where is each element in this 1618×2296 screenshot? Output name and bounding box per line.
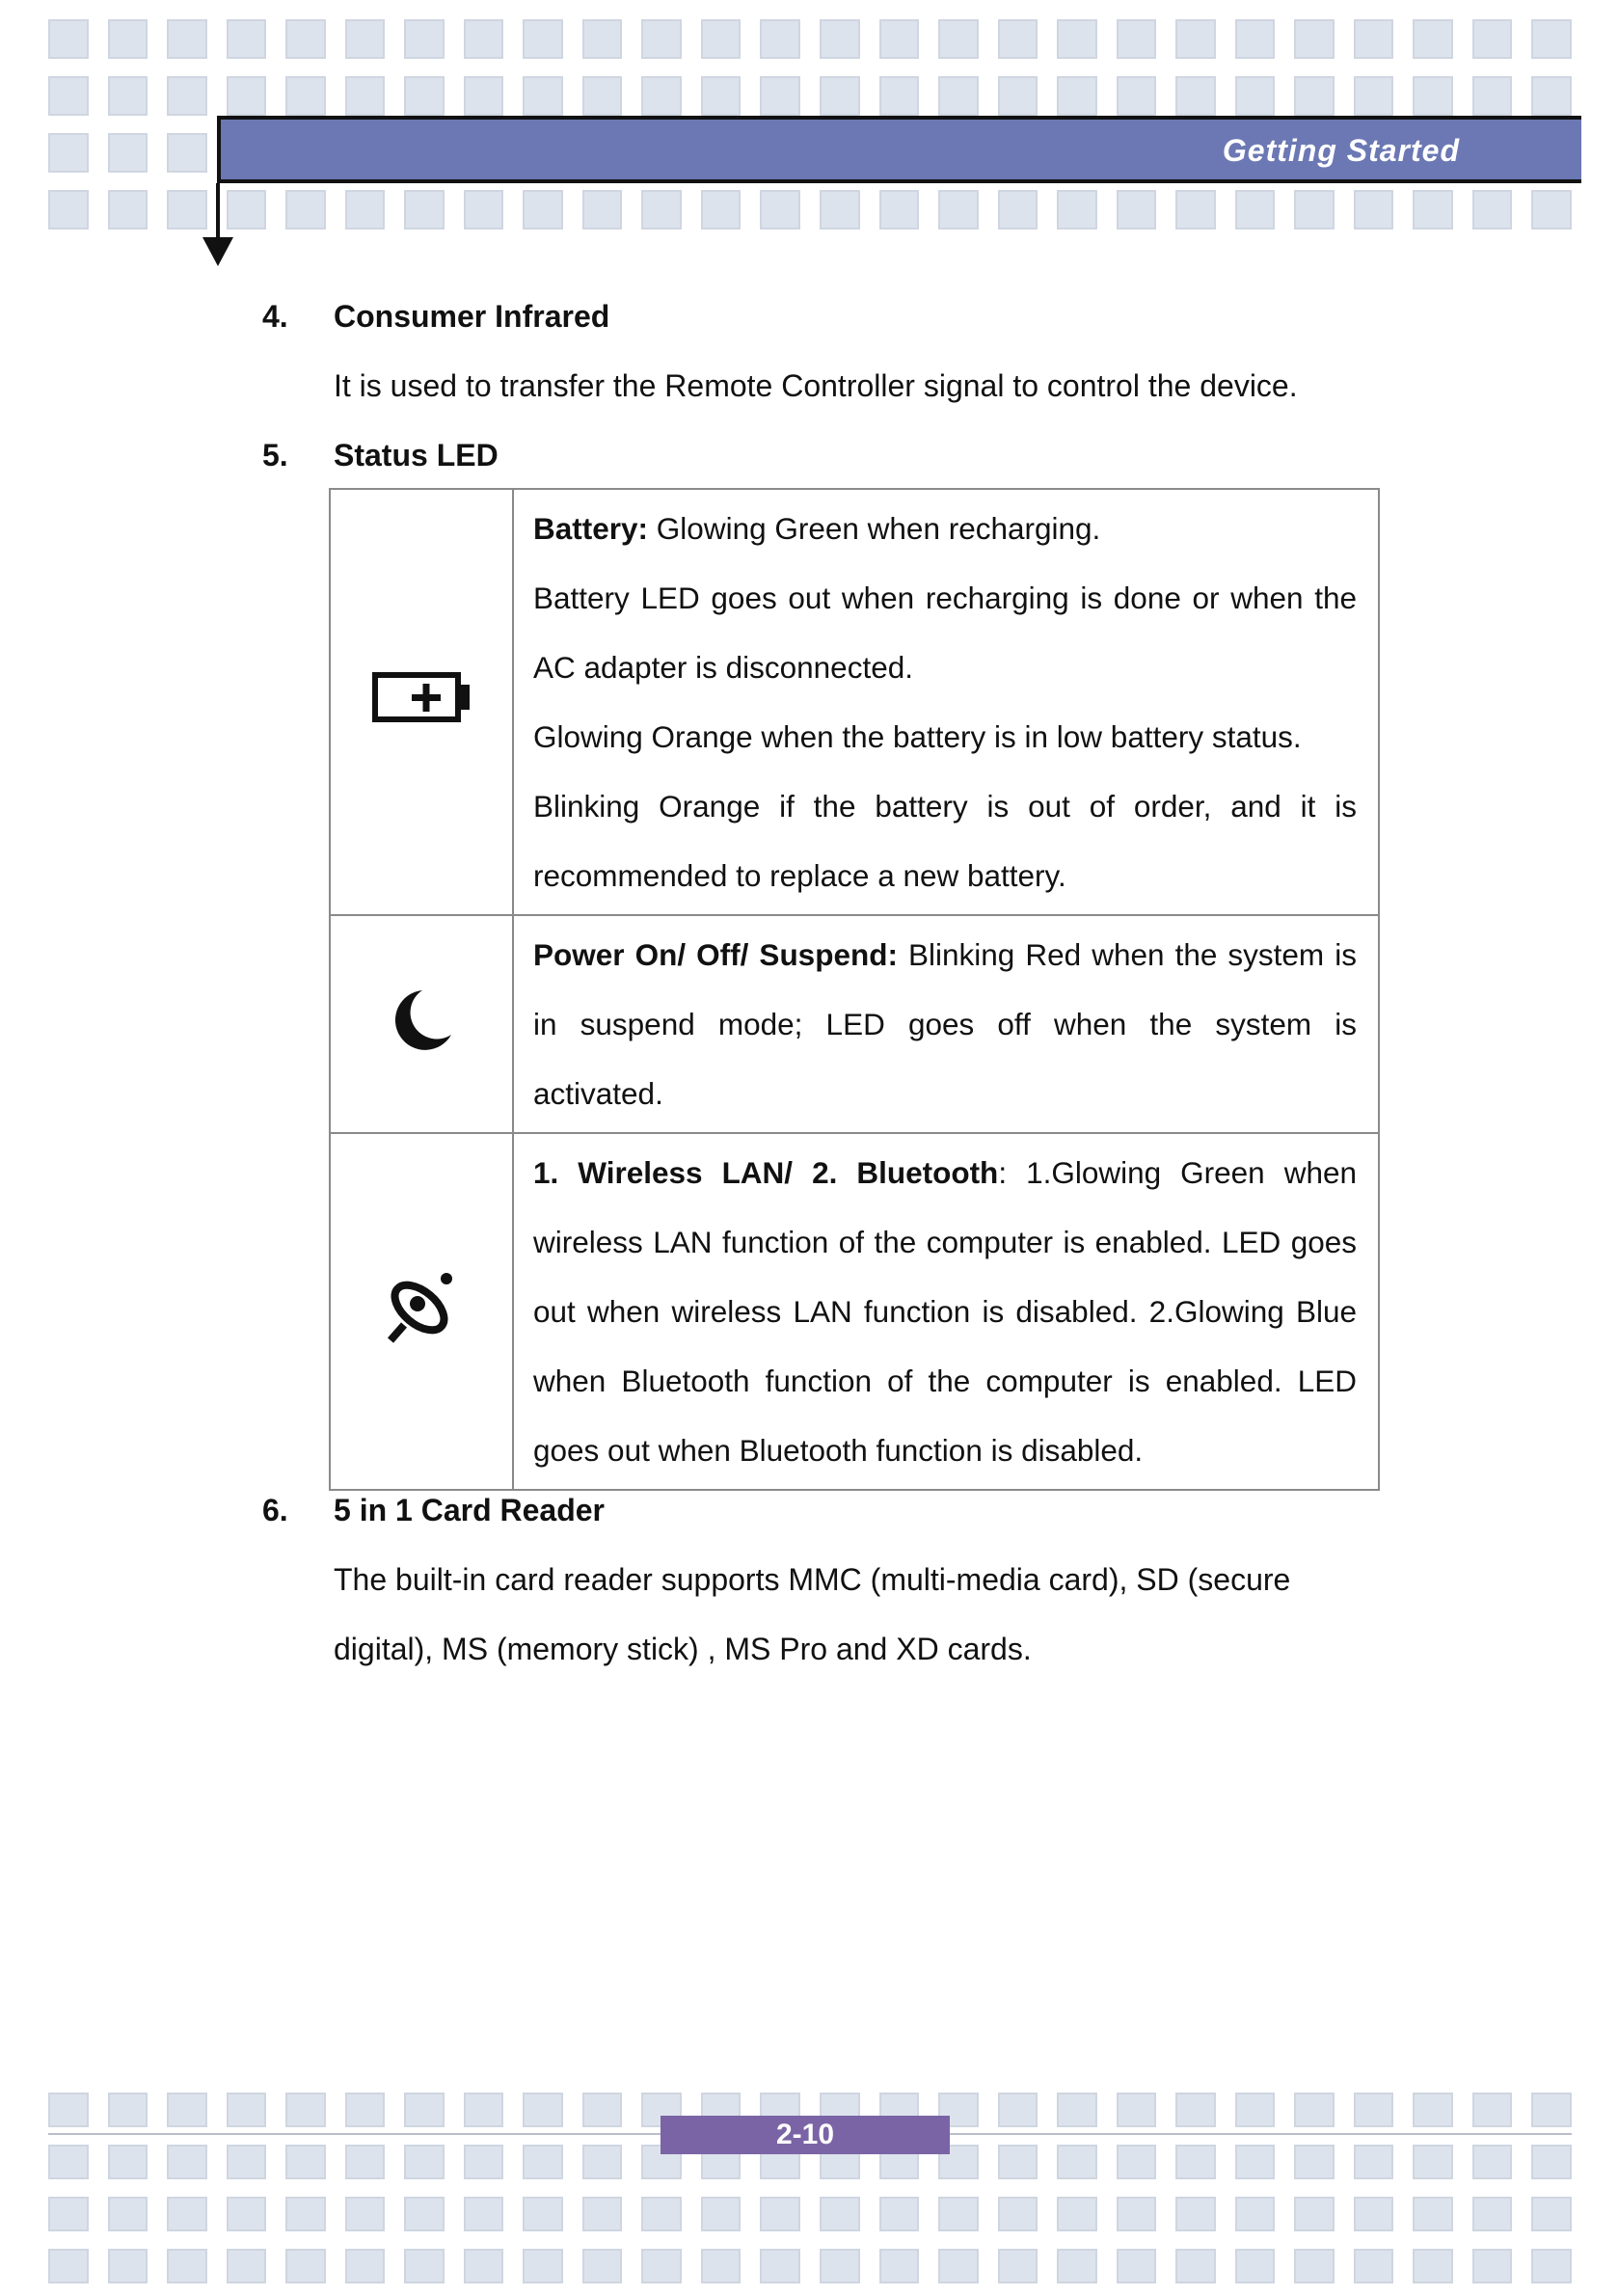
grid-square [998,2249,1038,2283]
power-description [513,915,1379,1133]
grid-square [404,76,445,116]
grid-square [1354,19,1394,59]
grid-square [582,190,623,230]
grid-square [1354,2197,1394,2231]
grid-square [641,76,682,116]
grid-square [879,2197,920,2231]
grid-square [227,2145,267,2179]
grid-square [1175,76,1216,116]
grid-square [48,2093,89,2127]
grid-square [1531,2093,1572,2127]
grid-square [1235,190,1276,230]
grid-square [167,2197,207,2231]
grid-square [1413,190,1453,230]
grid-square [167,2145,207,2179]
grid-square [998,19,1038,59]
grid-square [285,76,326,116]
wireless-label: 1. Wireless LAN/ 2. Bluetooth [533,1155,999,1190]
grid-square [1175,19,1216,59]
table-row-wireless [330,1133,1379,1490]
grid-square [1472,2145,1513,2179]
grid-square [1235,2197,1276,2231]
grid-square [1057,2249,1097,2283]
grid-square [167,190,207,230]
grid-square [404,2145,445,2179]
grid-square [108,2093,148,2127]
grid-square [1235,19,1276,59]
grid-square [523,76,563,116]
grid-square [1531,76,1572,116]
header-arrow-line [216,183,220,241]
grid-square [404,2249,445,2283]
grid-square [998,2145,1038,2179]
grid-square [1117,190,1157,230]
item-number: 6. [262,1493,288,1527]
grid-square [345,76,386,116]
grid-square [523,190,563,230]
grid-square [167,76,207,116]
card-reader-line-2: digital), MS (memory stick) , MS Pro and XD cards. [334,1632,1032,1666]
wireless-icon-cell [330,1133,513,1490]
battery-icon-cell [330,489,513,915]
grid-square [464,19,504,59]
grid-square [701,2249,742,2283]
grid-square [1175,2197,1216,2231]
card-reader-line-1: The built-in card reader supports MMC (multi-media card), SD (secure [334,1562,1291,1597]
grid-square [345,2197,386,2231]
grid-square [1175,190,1216,230]
grid-square [1413,2249,1453,2283]
wireless-bluetooth-icon [383,1269,460,1346]
grid-square [345,2093,386,2127]
crescent-moon-icon [388,986,455,1054]
grid-square [879,19,920,59]
grid-square [582,2249,623,2283]
grid-square [404,2093,445,2127]
grid-square [523,2145,563,2179]
grid-square [108,2145,148,2179]
grid-square [582,2145,623,2179]
grid-square [167,133,207,173]
grid-square [879,76,920,116]
item-title-consumer-infrared: Consumer Infrared [334,299,610,334]
grid-square [938,76,979,116]
wireless-description [513,1133,1379,1490]
table-row-power [330,915,1379,1133]
grid-square [1354,2093,1394,2127]
grid-square [760,19,800,59]
grid-square [48,2197,89,2231]
grid-square [523,2093,563,2127]
grid-square [582,2093,623,2127]
grid-square [108,19,148,59]
grid-square [464,76,504,116]
grid-square [582,19,623,59]
grid-square [820,190,860,230]
grid-square [1117,2197,1157,2231]
grid-square [464,2197,504,2231]
grid-square [760,190,800,230]
grid-square [1235,2249,1276,2283]
grid-square [48,2145,89,2179]
page-header-title: Getting Started [1222,133,1460,168]
grid-square [938,19,979,59]
grid-square [998,190,1038,230]
grid-square [1472,19,1513,59]
grid-square [820,2249,860,2283]
grid-square [1531,2197,1572,2231]
grid-square [1294,190,1335,230]
grid-square [1294,2093,1335,2127]
grid-square [1175,2249,1216,2283]
grid-square [1472,190,1513,230]
grid-square [641,2197,682,2231]
grid-square [1413,2145,1453,2179]
grid-square [760,2197,800,2231]
grid-square [227,76,267,116]
grid-square [1057,2093,1097,2127]
grid-square [1057,19,1097,59]
grid-square [1117,2249,1157,2283]
grid-square [345,2145,386,2179]
item-title-status-led: Status LED [334,438,499,473]
item-number: 4. [262,299,288,334]
grid-square [404,2197,445,2231]
grid-square [1175,2093,1216,2127]
grid-square [998,2197,1038,2231]
grid-square [167,2093,207,2127]
grid-square [1057,2145,1097,2179]
grid-square [820,19,860,59]
grid-square [701,190,742,230]
grid-square [1294,76,1335,116]
grid-square [938,2197,979,2231]
battery-description [513,489,1379,915]
arrow-down-icon [202,237,233,266]
grid-square [523,19,563,59]
grid-square [227,190,267,230]
grid-square [998,76,1038,116]
grid-square [345,190,386,230]
grid-square [345,19,386,59]
grid-square [879,190,920,230]
grid-square [285,2249,326,2283]
grid-square [582,76,623,116]
grid-square [1472,2093,1513,2127]
wireless-text: : 1.Glowing Green when wireless LAN function of the computer is enabled. LED goes out when wireless LAN function is disabled. 2.Glowing Blue when Bluetooth function of the computer is enabled. LED goes out when Bluetooth function is disabled. [533,1155,1358,1468]
battery-line-3: Glowing Orange when the battery is in low battery status. [533,719,1302,754]
grid-square [1413,76,1453,116]
grid-square [1117,2093,1157,2127]
grid-square [285,2145,326,2179]
grid-square [48,190,89,230]
battery-label: Battery: [533,511,649,546]
power-label: Power On/ Off/ Suspend: [533,937,898,972]
grid-square [1531,2145,1572,2179]
grid-square [464,190,504,230]
grid-square [820,76,860,116]
grid-square [998,2093,1038,2127]
grid-square [820,2197,860,2231]
grid-square [701,76,742,116]
grid-square [285,190,326,230]
power-text: Blinking Red when the system is in suspend mode; LED goes off when the system is activated. [533,937,1357,1111]
item-title-card-reader: 5 in 1 Card Reader [334,1493,605,1527]
grid-square [167,19,207,59]
grid-square [701,2197,742,2231]
grid-square [227,19,267,59]
battery-line-4: Blinking Orange if the battery is out of order, and it is recommended to replace a new battery. [533,789,1357,893]
grid-square [1354,2145,1394,2179]
grid-square [1531,190,1572,230]
grid-square [285,2197,326,2231]
grid-square [464,2249,504,2283]
grid-square [760,76,800,116]
table-row-battery [330,489,1379,915]
grid-square [1531,2249,1572,2283]
power-icon-cell [330,915,513,1133]
grid-square [1235,2145,1276,2179]
grid-square [582,2197,623,2231]
grid-square [641,190,682,230]
grid-square [1057,76,1097,116]
grid-square [108,76,148,116]
grid-square [1531,19,1572,59]
battery-line-1: Glowing Green when recharging. [648,511,1101,546]
grid-square [1294,2145,1335,2179]
grid-square [108,133,148,173]
item-number: 5. [262,438,288,473]
grid-square [641,2249,682,2283]
grid-square [1413,2093,1453,2127]
grid-square [641,19,682,59]
grid-square [345,2249,386,2283]
grid-square [48,2249,89,2283]
grid-square [1235,76,1276,116]
grid-square [1057,2197,1097,2231]
status-led-table [329,488,1380,1491]
header-band [217,116,1581,183]
consumer-infrared-text: It is used to transfer the Remote Controller signal to control the device. [334,368,1298,403]
grid-square [1294,2197,1335,2231]
grid-square [523,2197,563,2231]
grid-square [108,2249,148,2283]
grid-square [760,2249,800,2283]
grid-square [167,2249,207,2283]
grid-square [523,2249,563,2283]
grid-square [1235,2093,1276,2127]
grid-square [701,19,742,59]
grid-square [1294,19,1335,59]
grid-square [1354,76,1394,116]
grid-square [108,2197,148,2231]
grid-square [285,2093,326,2127]
grid-square [1057,190,1097,230]
grid-square [227,2197,267,2231]
grid-square [227,2249,267,2283]
grid-square [48,133,89,173]
grid-square [108,190,148,230]
grid-square [404,190,445,230]
grid-square [1413,19,1453,59]
grid-square [879,2249,920,2283]
grid-square [938,190,979,230]
grid-square [1117,76,1157,116]
grid-square [1472,2249,1513,2283]
grid-square [285,19,326,59]
grid-square [1117,2145,1157,2179]
grid-square [404,19,445,59]
grid-square [1294,2249,1335,2283]
grid-square [1117,19,1157,59]
battery-line-2: Battery LED goes out when recharging is done or when the AC adapter is disconnected. [533,581,1357,685]
grid-square [1472,2197,1513,2231]
grid-square [1354,190,1394,230]
grid-square [227,2093,267,2127]
grid-square [1472,76,1513,116]
grid-square [1175,2145,1216,2179]
battery-icon [371,671,472,725]
grid-square [48,19,89,59]
grid-square [464,2145,504,2179]
grid-square [1354,2249,1394,2283]
grid-square [938,2249,979,2283]
page-number-badge: 2-10 [661,2116,950,2154]
grid-square [48,76,89,116]
grid-square [464,2093,504,2127]
grid-square [1413,2197,1453,2231]
